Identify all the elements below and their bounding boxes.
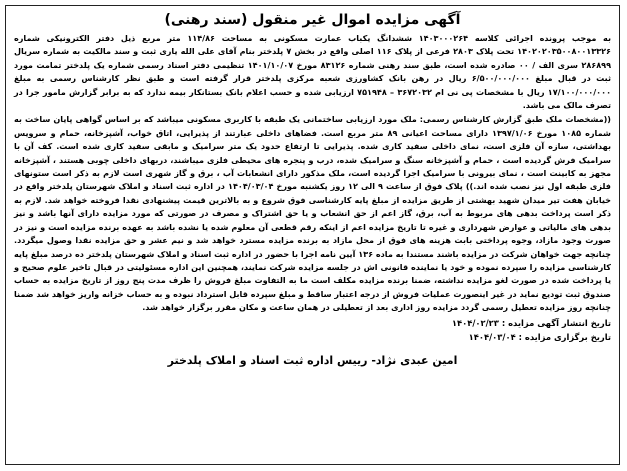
auction-date-line	[14, 330, 611, 344]
signature: امین عبدی نژاد- رییس اداره ثبت اسناد و املاک پلدختر	[167, 353, 458, 367]
publish-date-line	[14, 316, 611, 330]
auction-date: ۱۴۰۴/۰۳/۰۴	[468, 331, 516, 342]
auction-notice	[5, 5, 620, 465]
auction-date-label: تاریخ برگزاری مزایده :	[518, 331, 611, 342]
publish-date-label: تاریخ انتشار آگهی مزایده :	[501, 317, 611, 328]
notice-paragraph-1: به موجب پرونده اجرائی کلاسه ۱۴۰۳۰۰۰۲۶۴ ششدانگ یکباب عمارت مسکونی به مساحت ۱۱۴/۸۶ متر مربع ذیل دفتر الکترونیکی شماره ۱۴۰۲۰۲۰۳۵۰۰۸۰۰۱۳۳۲۶ تحت پلاک ۲۸۰۳ فرعی از پلاک ۱۱۶ اصلی واقع در بخش ۷ پلدختر بنام آقای علی الله یاری ثبت و سند مالکیت به شماره سریال ۲۸۶۸۹۹ سری الف / ۰۰ صادره شده است، طبق سند رهنی شماره ۸۳۱۲۶ مورخ ۱۴۰۱/۱۰/۰۷ تنظیمی دفتر اسناد رسمی شماره یک پلدختر تمامت مورد ثبت در قبال مبلغ ۶/۵۰۰/۰۰۰/۰۰۰ ریال در رهن بانک کشاورزی شعبه مرکزی پلدختر قرار گرفته است و طبق نظر کارشناس رسمی به مبلغ ۱۷/۱۰۰/۰۰۰/۰۰۰ ریال با مشخصات پی نی ام ۳۶۷۲۰۳۲ – ۷۵۱۹۴۸ ارزیابی شده و حسب اعلام بانک بستانکار بیمه ندارد که به برابر گزارش مامور جرا در تصرف مالک می باشد.	[14, 33, 612, 111]
notice-title: آگهی مزایده اموال غیر منقول (سند رهنی)	[164, 12, 461, 28]
notice-body	[14, 32, 611, 315]
notice-paragraph-2: ((مشخصات ملک طبق گزارش کارشناس رسمی: ملک مورد ارزیابی ساختمانی یک طبقه با کاربری مسکونی میباشد که بر اساس گواهی پایان ساخت به شماره ۱۰۸۵ مورخ ۱۳۹۷/۱/۰۶ دارای مساحت اعیانی ۸۹ متر مربع است. فضاهای داخلی عبارتند از پذیرایی، اتاق خواب، آشپزخانه، حمام و سرویس بهداشتی، سازه آن فلزی است، نمای داخلی سفید کاری شده. پذیرایی تا ارتفاع حدود یک متر سرامیک و مابقی سفید کاری شده است. کف آن با سرامیک فرش گردیده است ، حمام و آشپزخانه سنگ و سرامیک شده، درب و پنجره های محیطی فلزی میباشند، دربهای داخلی چوبی هستند ، آشپزخانه مجهز به کابینت است ، نمای بیرونی با سرامیک اجرا گردیده است، ملک مذکور دارای انشعابات آب ، برق و گاز شهری است لازم به ذکر است ستونهای فلزی طبقه اول نیز نصب شده اند.)) پلاک فوق از ساعت ۹ الی ۱۲ روز یکشنبه مورخ ۱۴۰۴/۰۳/۰۴ در اداره ثبت اسناد و املاک شهرستان پلدختر واقع در خیابان هفت تیر میدان شهید بهشتی از طریق مزایده از مبلغ پایه کارشناسی فوق شروع و به بالاترین قیمت پیشنهادی نقدا فروخته خواهد شد. لازم به ذکر است پرداخت بدهی های مربوط به آب، برق، گاز اعم از حق انشعاب و یا حق اشتراک و مصرف در صورتی که مورد مزایده دارای آنها باشد و نیز بدهی های مالیاتی و عوارض شهرداری و غیره تا تاریخ مزایده اعم از اینکه رقم قطعی آن معلوم شده یا نشده باشد به عهده برنده مزایده است و نیز در صورت وجود مازاد، وجوه پرداختی بابت هزینه های فوق از محل مازاد به برنده مزایده مسترد خواهد شد و نیم عشر و حق مزایده نقدا وصول میگردد. چنانچه جهت خواهان شرکت در مزایده باشند مستندا به ماده ۱۳۶ آیین نامه اجرا با حضور در اداره ثبت اسناد و املاک شهرستان پلدختر ده درصد مبلغ پایه کارشناسی مزایده را سپرده نموده و خود یا نماینده قانونی اش در جلسه مزایده شرکت نمایند، همچنین این اداره مسئولیتی در قبال تاخیر علوم صحیح و یا پرداخت شده در صورت لغو مزایده نداشته، ضمنا برنده مزایده مکلف است ما به التفاوت مبلغ فروش را ظرف مدت پنج روز از تاریخ مزایده به حساب صندوق ثبت تودیع نماید در غیر اینصورت عملیات فروش از درجه اعتبار ساقط و مبلغ سپرده قابل استرداد نبوده و به حساب خزانه واریز خواهد شد ضمنا چنانچه روز مزایده تعطیل رسمی گردد مزایده روز اداری بعد از تعطیلی در همان ساعت و مکان مقرر برگزار خواهد شد.	[14, 114, 611, 313]
publish-date: ۱۴۰۴/۰۲/۲۳	[451, 317, 499, 328]
